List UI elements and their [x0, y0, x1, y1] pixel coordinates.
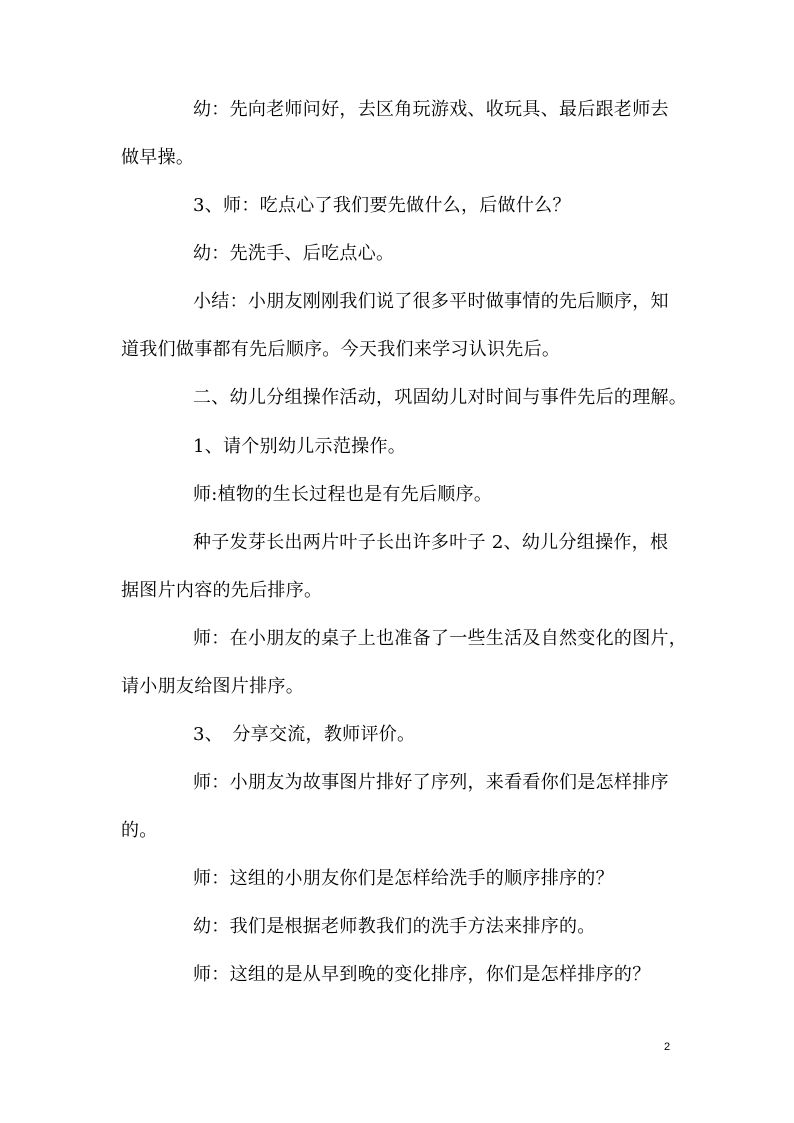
paragraph-11-line-2: 的。: [121, 820, 158, 841]
paragraph-2: 3、师：吃点心了我们要先做什么，后做什么？: [193, 195, 571, 216]
paragraph-3: 幼：先洗手、后吃点心。: [193, 243, 395, 264]
page-number: 2: [664, 1041, 671, 1053]
paragraph-12: 师：这组的小朋友你们是怎样给洗手的顺序排序的？: [193, 868, 614, 889]
paragraph-11-line-1: 师：小朋友为故事图片排好了序列，来看看你们是怎样排序: [193, 772, 669, 793]
paragraph-8-line-2: 据图片内容的先后排序。: [121, 580, 323, 601]
paragraph-4-line-2: 道我们做事都有先后顺序。今天我们来学习认识先后。: [121, 339, 561, 360]
paragraph-5: 二、幼儿分组操作活动，巩固幼儿对时间与事件先后的理解。: [193, 387, 688, 408]
paragraph-9-line-2: 请小朋友给图片排序。: [121, 676, 304, 697]
paragraph-1-line-1: 幼：先向老师问好，去区角玩游戏、收玩具、最后跟老师去: [193, 99, 669, 120]
paragraph-9-line-1: 师：在小朋友的桌子上也准备了一些生活及自然变化的图片，: [193, 628, 688, 649]
paragraph-8-line-1: 种子发芽长出两片叶子长出许多叶子 2、幼儿分组操作，根: [193, 532, 669, 553]
paragraph-14: 师：这组的是从早到晚的变化排序，你们是怎样排序的？: [193, 964, 651, 985]
paragraph-4-line-1: 小结：小朋友刚刚我们说了很多平时做事情的先后顺序，知: [193, 291, 669, 312]
paragraph-10: 3、 分享交流，教师评价。: [193, 724, 416, 745]
paragraph-7: 师:植物的生长过程也是有先后顺序。: [193, 484, 493, 505]
paragraph-13: 幼：我们是根据老师教我们的洗手方法来排序的。: [193, 916, 596, 937]
paragraph-1-line-2: 做早操。: [121, 147, 195, 168]
paragraph-6: 1、请个别幼儿示范操作。: [193, 436, 407, 457]
